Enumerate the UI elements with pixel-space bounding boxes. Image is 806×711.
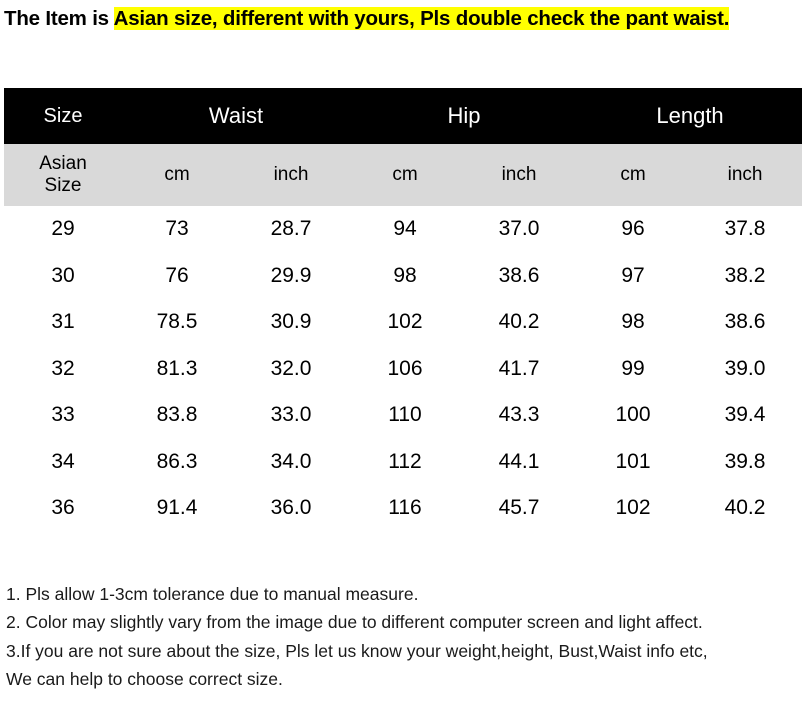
table-sub-header-row [4, 144, 802, 206]
cell-hip-inch: 44.1 [460, 439, 578, 486]
cell-waist-inch: 30.9 [232, 299, 350, 346]
cell-waist-cm: 78.5 [122, 299, 232, 346]
subheader-asian-size [4, 144, 122, 206]
cell-hip-cm: 112 [350, 439, 460, 486]
notice-prefix: The Item is [4, 7, 114, 30]
cell-length-cm: 97 [578, 253, 688, 300]
notice-highlight: Asian size, different with yours, Pls double check the pant waist. [113, 7, 730, 30]
table-row [4, 439, 802, 486]
cell-length-cm: 99 [578, 346, 688, 393]
header-length: Length [578, 88, 802, 144]
cell-waist-inch: 28.7 [232, 206, 350, 253]
cell-length-inch: 38.2 [688, 253, 802, 300]
cell-waist-cm: 91.4 [122, 485, 232, 532]
cell-waist-cm: 73 [122, 206, 232, 253]
cell-length-inch: 37.8 [688, 206, 802, 253]
header-hip: Hip [350, 88, 578, 144]
table-row [4, 206, 802, 253]
cell-size: 30 [4, 253, 122, 300]
subheader-waist-cm: cm [122, 144, 232, 206]
cell-waist-cm: 76 [122, 253, 232, 300]
cell-waist-inch: 32.0 [232, 346, 350, 393]
cell-waist-inch: 34.0 [232, 439, 350, 486]
cell-hip-cm: 110 [350, 392, 460, 439]
subheader-waist-inch: inch [232, 144, 350, 206]
notes-block [6, 580, 800, 693]
subheader-length-inch: inch [688, 144, 802, 206]
cell-length-cm: 100 [578, 392, 688, 439]
cell-hip-cm: 106 [350, 346, 460, 393]
header-size: Size [4, 88, 122, 144]
cell-length-inch: 39.8 [688, 439, 802, 486]
cell-hip-cm: 98 [350, 253, 460, 300]
cell-waist-inch: 29.9 [232, 253, 350, 300]
cell-hip-inch: 37.0 [460, 206, 578, 253]
cell-hip-inch: 43.3 [460, 392, 578, 439]
note-line: We can help to choose correct size. [6, 669, 283, 690]
cell-length-inch: 38.6 [688, 299, 802, 346]
cell-waist-cm: 86.3 [122, 439, 232, 486]
cell-hip-inch: 41.7 [460, 346, 578, 393]
table-row [4, 253, 802, 300]
cell-waist-cm: 83.8 [122, 392, 232, 439]
cell-size: 36 [4, 485, 122, 532]
table-row [4, 485, 802, 532]
subheader-hip-inch: inch [460, 144, 578, 206]
cell-size: 32 [4, 346, 122, 393]
cell-size: 29 [4, 206, 122, 253]
note-line: 3.If you are not sure about the size, Pls let us know your weight,height, Bust,Waist info etc, [6, 640, 708, 661]
cell-hip-inch: 40.2 [460, 299, 578, 346]
cell-length-inch: 39.0 [688, 346, 802, 393]
size-table [4, 88, 802, 532]
cell-length-cm: 101 [578, 439, 688, 486]
size-notice [0, 0, 806, 32]
cell-size: 31 [4, 299, 122, 346]
note-line: 2. Color may slightly vary from the image due to different computer screen and light affect. [6, 612, 703, 633]
cell-length-cm: 98 [578, 299, 688, 346]
cell-size: 33 [4, 392, 122, 439]
cell-hip-inch: 45.7 [460, 485, 578, 532]
subheader-asian-line1: Asian [39, 153, 87, 175]
cell-length-cm: 102 [578, 485, 688, 532]
cell-waist-inch: 33.0 [232, 392, 350, 439]
cell-length-cm: 96 [578, 206, 688, 253]
cell-length-inch: 40.2 [688, 485, 802, 532]
table-group-header-row [4, 88, 802, 144]
cell-hip-cm: 94 [350, 206, 460, 253]
cell-size: 34 [4, 439, 122, 486]
cell-hip-inch: 38.6 [460, 253, 578, 300]
header-waist: Waist [122, 88, 350, 144]
subheader-length-cm: cm [578, 144, 688, 206]
table-row [4, 346, 802, 393]
note-line: 1. Pls allow 1-3cm tolerance due to manual measure. [6, 584, 419, 604]
cell-waist-inch: 36.0 [232, 485, 350, 532]
subheader-hip-cm: cm [350, 144, 460, 206]
cell-length-inch: 39.4 [688, 392, 802, 439]
cell-waist-cm: 81.3 [122, 346, 232, 393]
subheader-asian-line2: Size [44, 175, 82, 196]
cell-hip-cm: 102 [350, 299, 460, 346]
table-row [4, 392, 802, 439]
table-row [4, 299, 802, 346]
cell-hip-cm: 116 [350, 485, 460, 532]
